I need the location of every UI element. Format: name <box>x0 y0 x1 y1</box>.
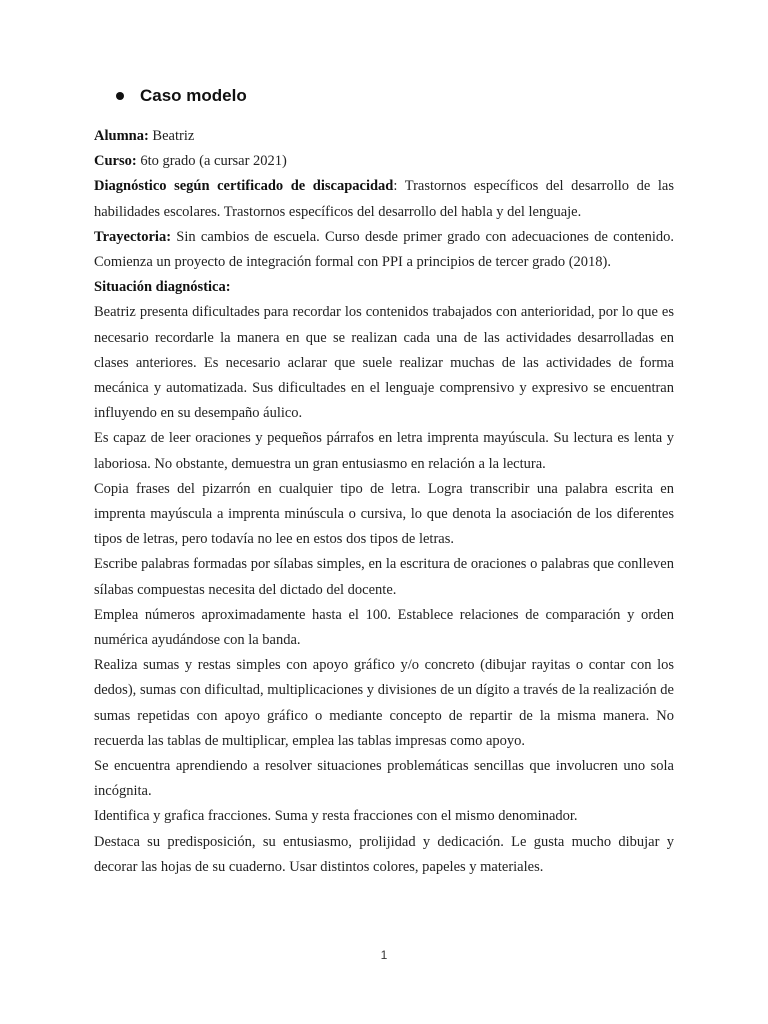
situation-label-line <box>94 275 674 300</box>
body-paragraph: Escribe palabras formadas por sílabas simples, en la escritura de oraciones o palabras que conlleven sílabas compuestas necesita del dictado del docente. <box>94 556 674 598</box>
student-value: Beatriz <box>148 128 195 144</box>
course-value: 6to grado (a cursar 2021) <box>136 153 287 170</box>
diagnosis-value: : Trastornos específicos del desarrollo de las habilidades escolares. Trastornos específicos del desarrollo del habla y del lenguaje. <box>94 178 675 220</box>
body-paragraph: Se encuentra aprendiendo a resolver situaciones problemáticas sencillas que involucren uno sola incógnita. <box>94 758 674 800</box>
document-body <box>94 124 674 880</box>
trajectory-label: Trayectoria: <box>94 228 172 245</box>
student-label: Alumna: <box>94 128 149 144</box>
trajectory-paragraph <box>94 225 674 275</box>
body-paragraph: Es capaz de leer oraciones y pequeños párrafos en letra imprenta mayúscula. Su lectura es lenta y laboriosa. No obstante, demuestra un gran entusiasmo en relación a la lectura. <box>94 430 674 472</box>
body-paragraph: Beatriz presenta dificultades para recordar los contenidos trabajados con anterioridad, por lo que es necesario recordarle la manera en que se realizan cada una de las actividades desarrolladas en clases anteriores. Es necesario aclarar que suele realizar muchas de las actividades de forma mecánica y automatizada. Sus dificultades en el lenguaje comprensivo y expresivo se encuentran influyendo en su desempaño áulico. <box>94 304 674 422</box>
diagnosis-label: Diagnóstico según certificado de discapacidad <box>94 178 394 195</box>
page-number: 1 <box>380 948 388 962</box>
body-paragraph: Emplea números aproximadamente hasta el 100. Establece relaciones de comparación y orden numérica ayudándose con la banda. <box>94 606 674 649</box>
body-paragraph: Destaca su predisposición, su entusiasmo, prolijidad y dedicación. Le gusta mucho dibujar y decorar las hojas de su cuaderno. Usar distintos colores, papeles y materiales. <box>94 833 674 875</box>
bullet-icon <box>116 92 124 100</box>
heading-text: Caso modelo <box>140 86 247 105</box>
student-line <box>94 124 674 149</box>
section-heading <box>116 86 247 106</box>
trajectory-value: Sin cambios de escuela. Curso desde primer grado con adecuaciones de contenido. Comienza un proyecto de integración formal con PPI a principios de tercer grado (2018). <box>94 228 674 271</box>
body-paragraph: Identifica y grafica fracciones. Suma y resta fracciones con el mismo denominador. <box>94 808 578 825</box>
course-line <box>94 149 674 174</box>
course-label: Curso: <box>94 153 137 170</box>
situation-label: Situación diagnóstica: <box>94 279 231 296</box>
body-paragraph: Realiza sumas y restas simples con apoyo gráfico y/o concreto (dibujar rayitas o contar con los dedos), sumas con dificultad, multiplicaciones y divisiones de un dígito a través de la realización de sumas repetidas con apoyo gráfico o mediante concepto de repartir de la misma manera. No recuerda las tablas de multiplicar, emplea las tablas impresas como apoyo. <box>94 657 674 749</box>
diagnosis-paragraph <box>94 174 674 224</box>
body-paragraph: Copia frases del pizarrón en cualquier tipo de letra. Logra transcribir una palabra escrita en imprenta mayúscula a imprenta minúscula o cursiva, lo que denota la asociación de los diferentes tipos de letras, pero todavía no lee en estos dos tipos de letras. <box>94 480 674 548</box>
